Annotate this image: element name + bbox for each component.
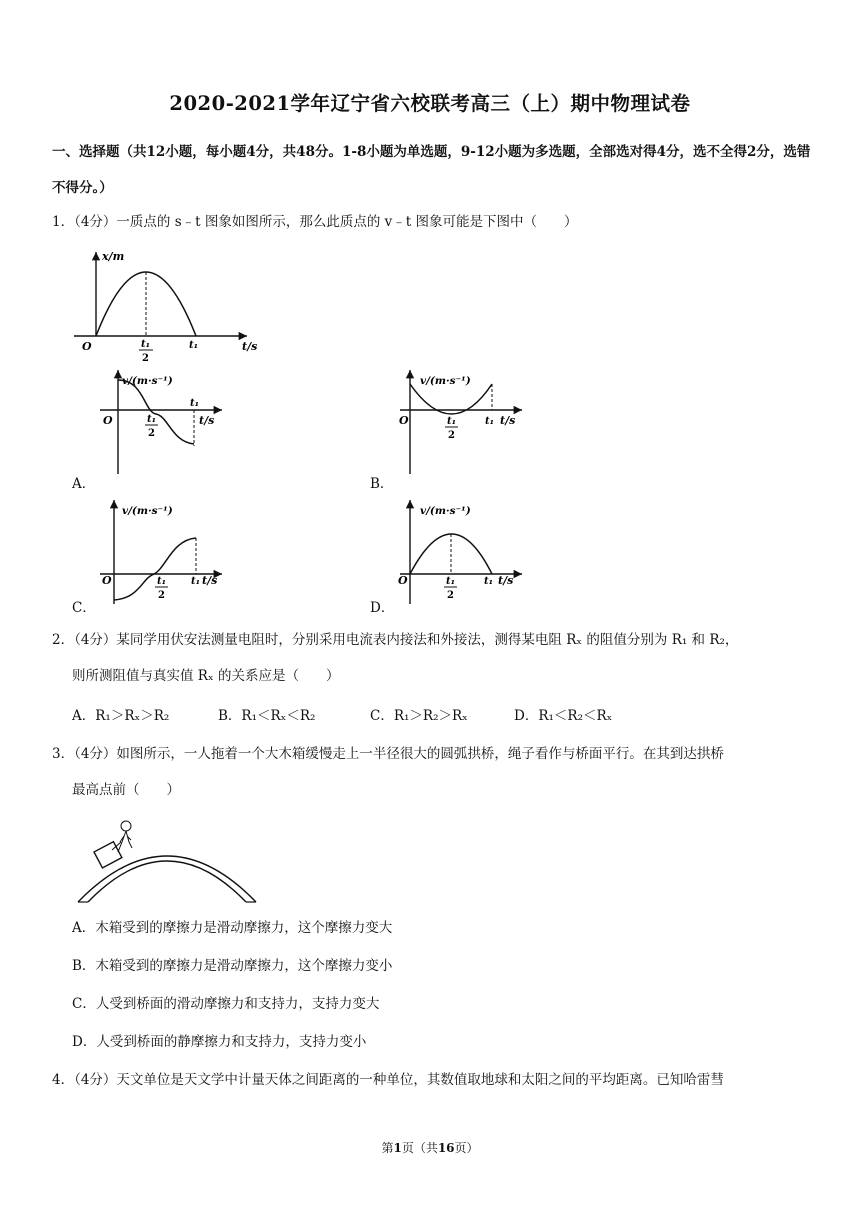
- q2-option-c: C．R₁＞R₂＞Rₓ: [370, 708, 468, 724]
- arch-bridge-figure: [72, 812, 262, 904]
- question-4-number: 4．: [52, 1072, 75, 1088]
- q3-option-a: A．木箱受到的摩擦力是滑动摩擦力，这个摩擦力变大: [72, 920, 393, 936]
- vt-c-xlabel: t/s: [202, 574, 218, 587]
- vt-d-t1: t₁: [484, 576, 493, 587]
- st-xlabel: t/s: [242, 340, 258, 353]
- vt-b-origin: O: [399, 414, 409, 427]
- vt-a-xlabel: t/s: [199, 414, 215, 427]
- q1-option-b-label: B．: [370, 476, 394, 492]
- footer-page-number: 1: [393, 1141, 402, 1155]
- st-origin: O: [82, 340, 92, 353]
- question-1-text: （4分）一质点的 s﹣t 图象如图所示，那么此质点的 v﹣t 图象可能是下图中（ ）: [74, 214, 578, 230]
- vt-a-half-num: t₁: [147, 414, 156, 425]
- footer-prefix: 第: [381, 1141, 394, 1155]
- q3-option-d: D．人受到桥面的静摩擦力和支持力，支持力变小: [72, 1034, 367, 1050]
- st-graph: [72, 244, 272, 364]
- question-4-stem-line1: [52, 1070, 724, 1090]
- question-3-text-1: （4分）如图所示，一人拖着一个大木箱缓慢走上一半径很大的圆弧拱桥，绳子看作与桥面平行。在其到达拱桥: [74, 746, 724, 762]
- q2-option-a: A．R₁＞Rₓ＞R₂: [72, 708, 170, 724]
- footer-total-pages: 16: [437, 1141, 455, 1155]
- vt-graph-a: [96, 364, 236, 476]
- vt-a-half-den: 2: [148, 428, 155, 439]
- vt-d-half-den: 2: [447, 590, 454, 601]
- question-2-stem-line1: [52, 630, 738, 650]
- st-tick-half-den: 2: [142, 353, 149, 364]
- question-3-number: 3．: [52, 746, 75, 762]
- vt-d-xlabel: t/s: [498, 574, 514, 587]
- question-3-stem-line2: 最高点前（ ）: [72, 782, 180, 798]
- question-2-number: 2．: [52, 632, 75, 648]
- q3-option-c: C．人受到桥面的滑动摩擦力和支持力，支持力变大: [72, 996, 380, 1012]
- vt-c-half-den: 2: [158, 590, 165, 601]
- q1-option-c-label: C．: [72, 600, 96, 616]
- vt-d-half-num: t₁: [446, 576, 455, 587]
- question-2-stem-line2: 则所测阻值与真实值 Rₓ 的关系应是（ ）: [72, 668, 340, 684]
- vt-a-origin: O: [103, 414, 113, 427]
- question-2-text-1: （4分）某同学用伏安法测量电阻时，分别采用电流表内接法和外接法，测得某电阻 Rₓ 的阻值分别为 R₁ 和 R₂，: [74, 632, 739, 648]
- vt-a-curve: [118, 380, 194, 444]
- vt-c-ylabel: v/(m·s⁻¹): [122, 505, 173, 517]
- q3-option-b: B．木箱受到的摩擦力是滑动摩擦力，这个摩擦力变小: [72, 958, 393, 974]
- footer-suffix: 页）: [454, 1141, 479, 1155]
- page-title: 2020-2021学年辽宁省六校联考高三（上）期中物理试卷: [169, 92, 691, 115]
- q2-option-d: D．R₁＜R₂＜Rₓ: [514, 708, 613, 724]
- page-footer: [0, 1139, 860, 1156]
- question-4-text-1: （4分）天文单位是天文学中计量天体之间距离的一种单位，其数值取地球和太阳之间的平均距离。已知哈雷彗: [74, 1072, 724, 1088]
- vt-d-origin: O: [398, 574, 408, 587]
- vt-b-half-den: 2: [448, 430, 455, 441]
- vt-a-ylabel: v/(m·s⁻¹): [122, 375, 173, 387]
- vt-c-t1: t₁: [191, 576, 200, 587]
- section-heading: 一、选择题（共12小题，每小题4分，共48分。1-8小题为单选题，9-12小题为多选题，全部选对得4分，选不全得2分，选错不得分。）: [52, 144, 811, 196]
- vt-c-curve: [114, 538, 196, 600]
- bridge-inner-arc: [88, 861, 246, 902]
- question-1-number: 1．: [52, 214, 75, 230]
- vt-graph-b: [396, 364, 536, 476]
- vt-graph-d: [396, 494, 536, 606]
- vt-b-xlabel: t/s: [500, 414, 516, 427]
- vt-d-ylabel: v/(m·s⁻¹): [420, 505, 471, 517]
- q2-option-b: B．R₁＜Rₓ＜R₂: [218, 708, 316, 724]
- vt-a-t1: t₁: [190, 398, 199, 409]
- vt-b-ylabel: v/(m·s⁻¹): [420, 375, 471, 387]
- st-tick-half-num: t₁: [141, 339, 150, 350]
- st-ylabel: x/m: [102, 250, 125, 263]
- st-tick-end: t₁: [189, 340, 198, 351]
- question-3-stem-line1: [52, 744, 724, 764]
- person-figure: [118, 821, 132, 852]
- q1-option-d-label: D．: [370, 600, 395, 616]
- footer-mid: 页（共: [401, 1141, 438, 1155]
- vt-graph-c: [96, 494, 236, 606]
- vt-c-origin: O: [102, 574, 112, 587]
- vt-c-half-num: t₁: [157, 576, 166, 587]
- vt-b-t1: t₁: [485, 416, 494, 427]
- vt-b-half-num: t₁: [447, 416, 456, 427]
- q1-option-a-label: A．: [72, 476, 96, 492]
- question-1-stem: [52, 212, 578, 232]
